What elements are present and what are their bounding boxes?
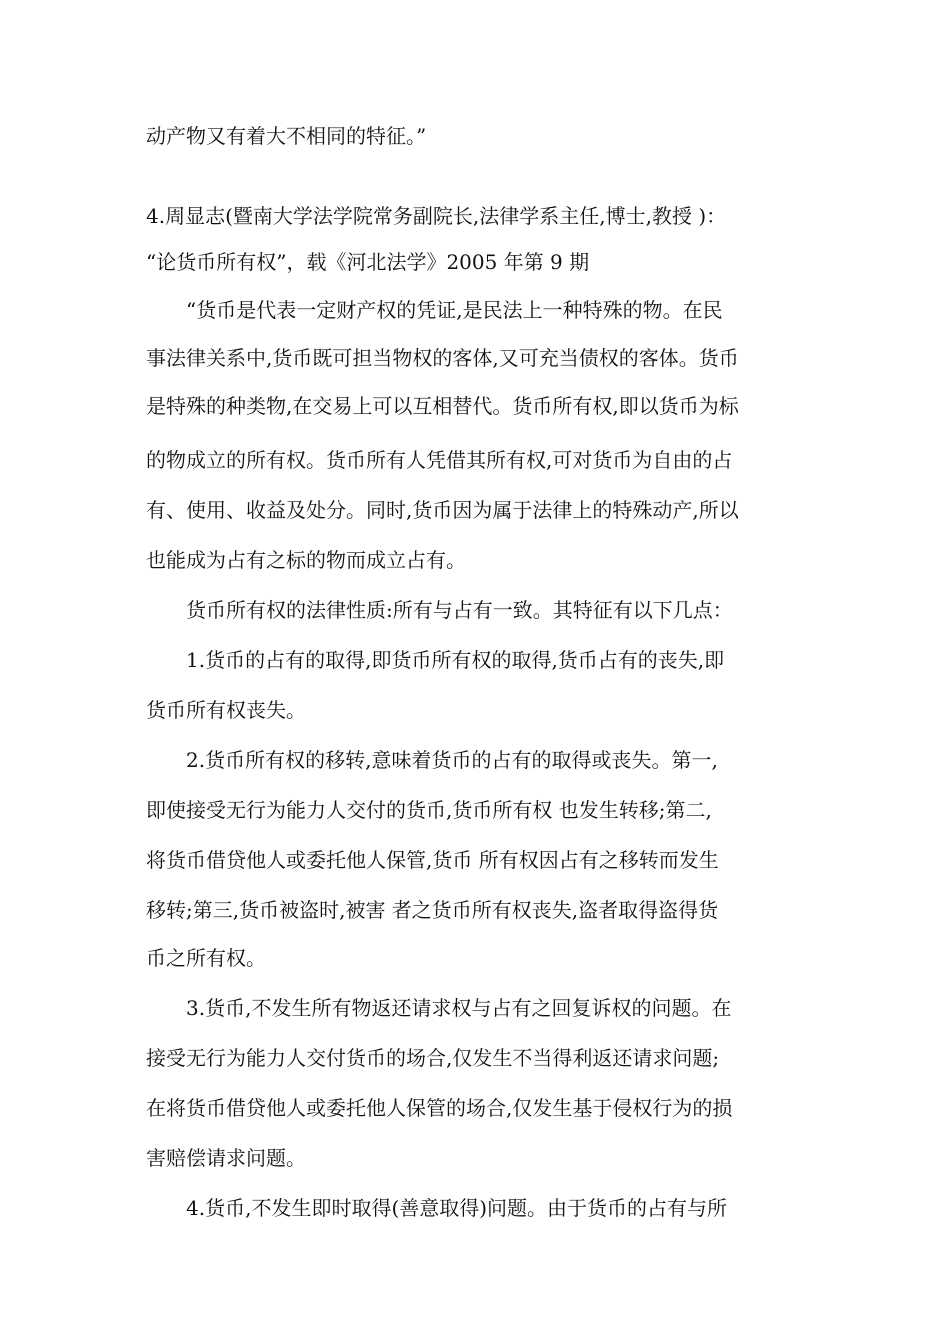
text-line: 货币所有权的法律性质:所有与占有一致。其特征有以下几点： (186, 598, 733, 622)
text-line: 害赔偿请求问题。 (146, 1146, 306, 1170)
text-line: 货币所有权丧失。 (146, 698, 306, 722)
text-line: 在将货币借贷他人或委托他人保管的场合,仅发生基于侵权行为的损 (146, 1096, 733, 1120)
text-line: 币之所有权。 (146, 946, 266, 970)
text-line: 2.货币所有权的移转,意味着货币的占有的取得或丧失。第一, (186, 748, 718, 772)
text-line: “货币是代表一定财产权的凭证,是民法上一种特殊的物。在民 (186, 298, 723, 322)
text-line: 3.货币,不发生所有物返还请求权与占有之回复诉权的问题。在 (186, 996, 732, 1020)
text-line: 接受无行为能力人交付货币的场合,仅发生不当得利返还请求问题; (146, 1046, 720, 1070)
text-line: 4.周显志(暨南大学法学院常务副院长,法律学系主任,博士,教授 )： (146, 204, 727, 228)
text-line: 是特殊的种类物,在交易上可以互相替代。货币所有权,即以货币为标 (146, 394, 739, 418)
text-line: 动产物又有着大不相同的特征。” (146, 124, 427, 148)
text-line: 的物成立的所有权。货币所有人凭借其所有权,可对货币为自由的占 (146, 448, 733, 472)
text-line: 将货币借贷他人或委托他人保管,货币 所有权因占有之移转而发生 (146, 848, 719, 872)
text-line: “论货币所有权”，载《河北法学》2005 年第 9 期 (146, 250, 590, 274)
text-line: 4.货币,不发生即时取得(善意取得)问题。由于货币的占有与所 (186, 1196, 728, 1220)
text-line: 有、使用、收益及处分。同时,货币因为属于法律上的特殊动产,所以 (146, 498, 739, 522)
text-line: 也能成为占有之标的物而成立占有。 (146, 548, 466, 572)
text-line: 即使接受无行为能力人交付的货币,货币所有权 也发生转移;第二, (146, 798, 712, 822)
text-line: 1.货币的占有的取得,即货币所有权的取得,货币占有的丧失,即 (186, 648, 725, 672)
text-line: 移转;第三,货币被盗时,被害 者之货币所有权丧失,盗者取得盗得货 (146, 898, 719, 922)
text-line: 事法律关系中,货币既可担当物权的客体,又可充当债权的客体。货币 (146, 346, 739, 370)
